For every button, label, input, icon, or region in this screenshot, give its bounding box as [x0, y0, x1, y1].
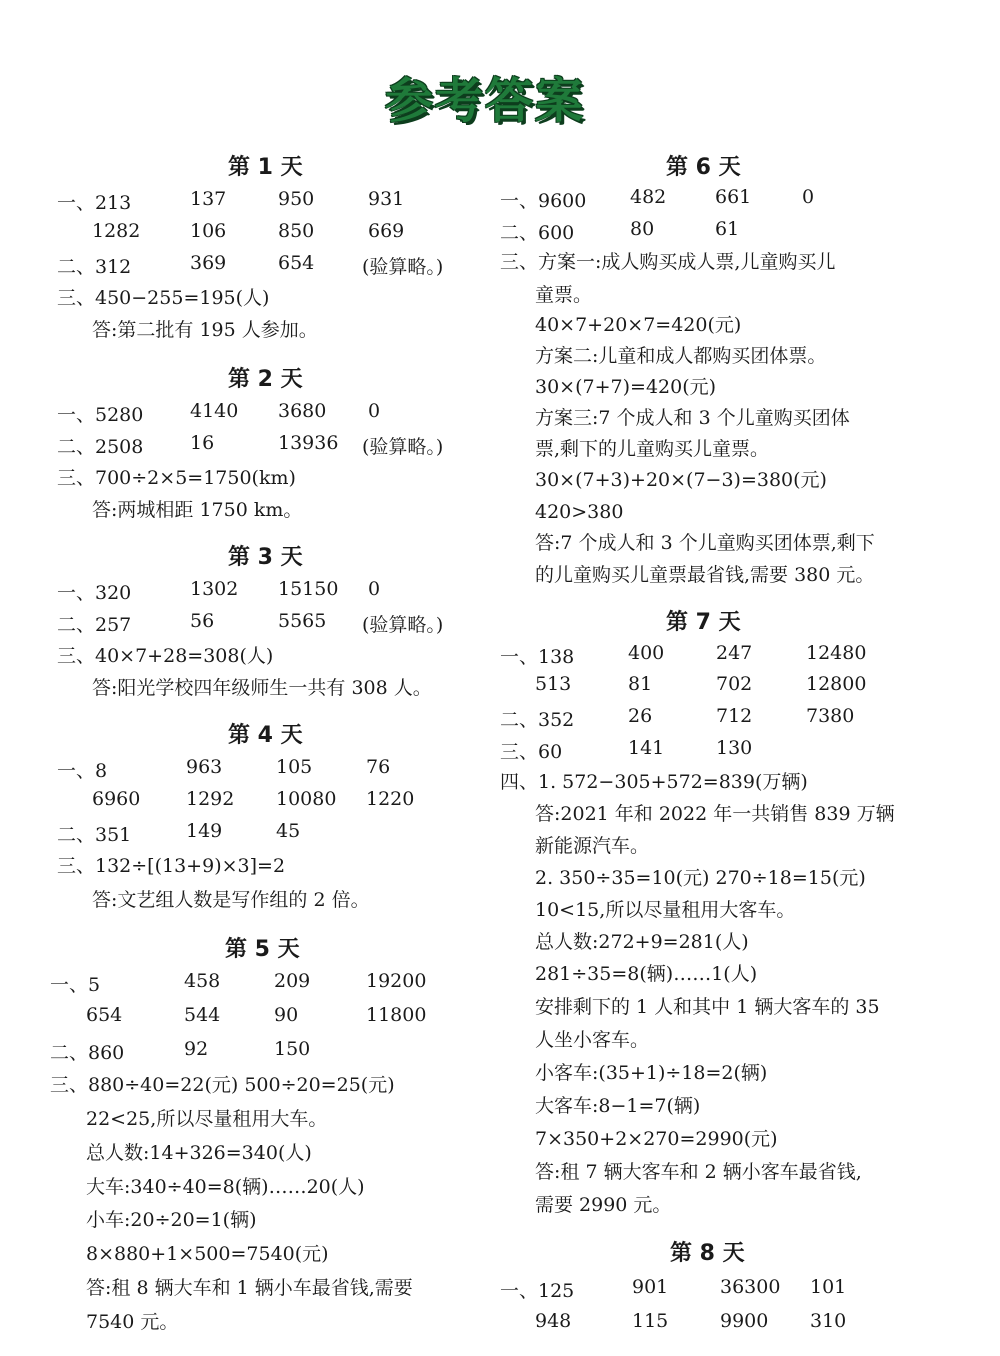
day-8-row-2	[500, 1310, 1000, 1338]
day-5-row-1	[0, 970, 500, 998]
answer: 209	[274, 970, 311, 992]
answer: 0	[368, 400, 381, 422]
day-7-line-4: 2. 350÷35=10(元) 270÷18=15(元)	[535, 867, 866, 889]
answer: 458	[184, 970, 221, 992]
day-3-row-2	[0, 610, 500, 638]
answer: 702	[716, 673, 753, 695]
day-6-line-11: 的儿童购买儿童票最省钱,需要 380 元。	[535, 564, 875, 586]
answer: 369	[190, 252, 227, 274]
answer: 482	[630, 186, 667, 208]
answer: 13936	[278, 432, 339, 454]
day-7-line-2: 答:2021 年和 2022 年一共销售 839 万辆	[535, 803, 895, 825]
day-6-row-2	[500, 218, 1000, 246]
answer: 948	[535, 1310, 572, 1332]
day-6-line-5: 30×(7+7)=420(元)	[535, 376, 717, 398]
day-4-row-2	[0, 788, 500, 816]
day-7-row-1	[500, 642, 1000, 670]
answer: 5565	[278, 610, 327, 632]
day-7-row-4	[500, 737, 1000, 765]
answer: 141	[628, 737, 665, 759]
answer: 901	[632, 1276, 669, 1298]
day-7-line-7: 281÷35=8(辆)……1(人)	[535, 963, 758, 985]
answer: 二、257	[57, 614, 132, 636]
answer: 一、125	[500, 1280, 575, 1302]
day-5-line-5: 小车:20÷20=1(辆)	[86, 1209, 257, 1231]
answer: 850	[278, 220, 315, 242]
answer: 92	[184, 1038, 209, 1060]
answer: 4140	[190, 400, 239, 422]
answer: 149	[186, 820, 223, 842]
answer: 544	[184, 1004, 221, 1026]
day-7-line-13: 答:租 7 辆大客车和 2 辆小客车最省钱,	[535, 1161, 862, 1183]
day-2-heading: 第 2 天	[228, 367, 303, 392]
day-6-row-1	[500, 186, 1000, 214]
answer: 7380	[806, 705, 855, 727]
day-3-heading: 第 3 天	[228, 545, 303, 570]
day-4-row-3	[0, 820, 500, 848]
answer: 一、9600	[500, 190, 587, 212]
answer: 654	[278, 252, 315, 274]
day-7-line-10: 小客车:(35+1)÷18=2(辆)	[535, 1062, 768, 1084]
day-6-line-2: 童票。	[535, 284, 593, 306]
answer: 11800	[366, 1004, 427, 1026]
day-1-line-2: 答:第二批有 195 人参加。	[92, 319, 318, 341]
day-1-row-1	[0, 188, 500, 216]
answer: 9900	[720, 1310, 769, 1332]
answer: 二、860	[50, 1042, 125, 1064]
day-2-line-2: 答:两城相距 1750 km。	[92, 499, 303, 521]
day-2-row-1	[0, 400, 500, 428]
day-5-heading: 第 5 天	[225, 937, 300, 962]
answer: 1282	[92, 220, 141, 242]
day-3-line-2: 答:阳光学校四年级师生一共有 308 人。	[92, 677, 432, 699]
answer: 115	[632, 1310, 669, 1332]
answer: 106	[190, 220, 227, 242]
day-4-line-1: 三、132÷[(13+9)×3]=2	[57, 855, 286, 877]
answer: 56	[190, 610, 215, 632]
answer: (验算略。)	[362, 614, 444, 636]
answer: 712	[716, 705, 753, 727]
answer: 247	[716, 642, 753, 664]
answer: 45	[276, 820, 301, 842]
answer: 二、312	[57, 256, 132, 278]
answer: 400	[628, 642, 665, 664]
day-7-line-11: 大客车:8−1=7(辆)	[535, 1095, 701, 1117]
answer: 一、5	[50, 974, 101, 996]
day-1-heading: 第 1 天	[228, 155, 303, 180]
answer: (验算略。)	[362, 256, 444, 278]
answer: 150	[274, 1038, 311, 1060]
day-6-line-6: 方案三:7 个成人和 3 个儿童购买团体	[535, 407, 850, 429]
answer: 0	[802, 186, 815, 208]
answer: 654	[86, 1004, 123, 1026]
page-title: 参考答案	[384, 73, 585, 129]
day-6-line-7: 票,剩下的儿童购买儿童票。	[535, 438, 770, 460]
day-6-heading: 第 6 天	[666, 155, 741, 180]
answer: 90	[274, 1004, 299, 1026]
answer: 931	[368, 188, 405, 210]
answer: 26	[628, 705, 653, 727]
day-4-line-2: 答:文艺组人数是写作组的 2 倍。	[92, 889, 370, 911]
answer: 二、352	[500, 709, 575, 731]
answer: 513	[535, 673, 572, 695]
answer: 1220	[366, 788, 415, 810]
answer: 三、60	[500, 741, 563, 763]
answer: 一、5280	[57, 404, 144, 426]
answer: 0	[368, 578, 381, 600]
day-7-row-2	[500, 673, 1000, 701]
answer: 15150	[278, 578, 339, 600]
day-6-line-9: 420>380	[535, 501, 624, 523]
answer: 3680	[278, 400, 327, 422]
answer: 661	[715, 186, 752, 208]
answer: 二、351	[57, 824, 132, 846]
answer: 19200	[366, 970, 427, 992]
day-7-line-8: 安排剩下的 1 人和其中 1 辆大客车的 35	[535, 996, 880, 1018]
day-4-row-1	[0, 756, 500, 784]
day-3-row-1	[0, 578, 500, 606]
day-7-line-6: 总人数:272+9=281(人)	[535, 931, 749, 953]
day-5-line-8: 7540 元。	[86, 1311, 179, 1333]
answer: 12800	[806, 673, 867, 695]
day-1-line-1: 三、450−255=195(人)	[57, 287, 270, 309]
day-6-line-8: 30×(7+3)+20×(7−3)=380(元)	[535, 469, 827, 491]
day-5-line-4: 大车:340÷40=8(辆)……20(人)	[86, 1176, 365, 1198]
day-7-row-3	[500, 705, 1000, 733]
answer: 6960	[92, 788, 141, 810]
answer: 二、600	[500, 222, 575, 244]
answer: 101	[810, 1276, 847, 1298]
answer: 一、320	[57, 582, 132, 604]
answer: 963	[186, 756, 223, 778]
day-2-line-1: 三、700÷2×5=1750(km)	[57, 467, 296, 489]
answer: 669	[368, 220, 405, 242]
day-5-line-7: 答:租 8 辆大车和 1 辆小车最省钱,需要	[86, 1277, 413, 1299]
answer: 36300	[720, 1276, 781, 1298]
answer: 一、138	[500, 646, 575, 668]
day-7-line-9: 人坐小客车。	[535, 1029, 650, 1051]
answer: 130	[716, 737, 753, 759]
answer: 137	[190, 188, 227, 210]
day-5-line-6: 8×880+1×500=7540(元)	[86, 1243, 329, 1265]
day-7-line-5: 10<15,所以尽量租用大客车。	[535, 899, 796, 921]
answer: 二、2508	[57, 436, 144, 458]
day-5-line-2: 22<25,所以尽量租用大车。	[86, 1108, 328, 1130]
answer: 1302	[190, 578, 239, 600]
day-6-line-1: 三、方案一:成人购买成人票,儿童购买儿	[500, 251, 836, 273]
day-1-row-3	[0, 252, 500, 280]
day-2-row-2	[0, 432, 500, 460]
day-6-line-10: 答:7 个成人和 3 个儿童购买团体票,剩下	[535, 532, 875, 554]
answer: 1292	[186, 788, 235, 810]
answer: 16	[190, 432, 215, 454]
answer: 61	[715, 218, 740, 240]
answer: 一、8	[57, 760, 108, 782]
day-7-line-3: 新能源汽车。	[535, 835, 650, 857]
day-5-line-3: 总人数:14+326=340(人)	[86, 1142, 312, 1164]
answer: 105	[276, 756, 313, 778]
day-5-line-1: 三、880÷40=22(元) 500÷20=25(元)	[50, 1074, 395, 1096]
answer: 一、213	[57, 192, 132, 214]
day-3-line-1: 三、40×7+28=308(人)	[57, 645, 274, 667]
day-1-row-2	[0, 220, 500, 248]
day-8-row-1	[500, 1276, 1000, 1304]
answer: 310	[810, 1310, 847, 1332]
day-7-line-12: 7×350+2×270=2990(元)	[535, 1128, 778, 1150]
answer: 950	[278, 188, 315, 210]
answer: 10080	[276, 788, 337, 810]
answer: 12480	[806, 642, 867, 664]
day-6-line-4: 方案二:儿童和成人都购买团体票。	[535, 345, 827, 367]
day-6-line-3: 40×7+20×7=420(元)	[535, 314, 742, 336]
answer: 81	[628, 673, 653, 695]
day-7-line-1: 四、1. 572−305+572=839(万辆)	[500, 771, 808, 793]
day-4-heading: 第 4 天	[228, 723, 303, 748]
day-5-row-2	[0, 1004, 500, 1032]
answer: 80	[630, 218, 655, 240]
day-5-row-3	[0, 1038, 500, 1066]
answer: 76	[366, 756, 391, 778]
day-7-line-14: 需要 2990 元。	[535, 1194, 672, 1216]
day-8-heading: 第 8 天	[670, 1241, 745, 1266]
day-7-heading: 第 7 天	[666, 610, 741, 635]
answer: (验算略。)	[362, 436, 444, 458]
